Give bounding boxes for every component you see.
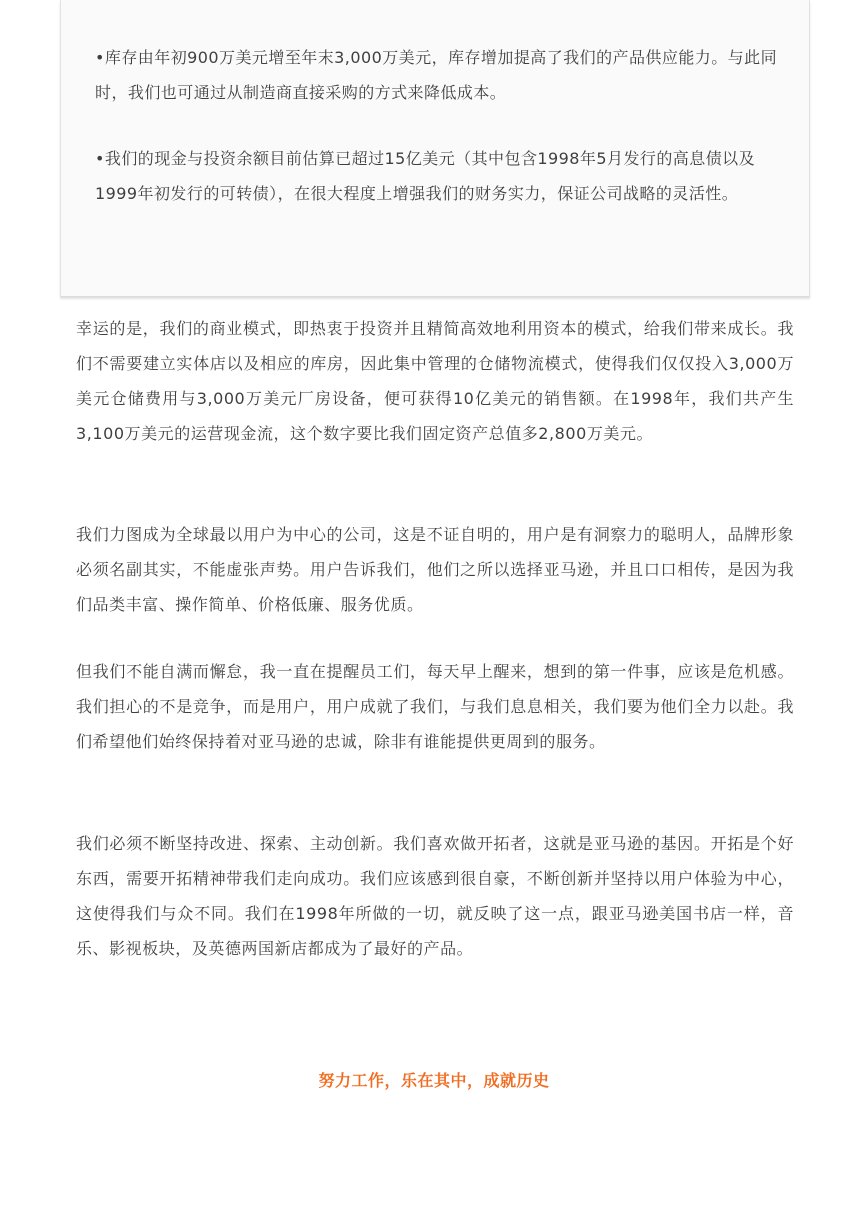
closing-heading: 努力工作，乐在其中，成就历史 — [318, 1071, 550, 1090]
quote-box — [60, 0, 810, 297]
paragraph-sense-of-crisis: 但我们不能自满而懈怠，我一直在提醒员工们，每天早上醒来，想到的第一件事，应该是危机感。我们担心的不是竞争，而是用户，用户成就了我们，与我们息息相关，我们要为他们全力以赴。我们希望他们始终保持着对亚马逊的忠诚，除非有谁能提供更周到的服务。 — [76, 662, 794, 751]
paragraph-customer-centric: 我们力图成为全球最以用户为中心的公司，这是不证自明的，用户是有洞察力的聪明人，品牌形象必须名副其实，不能虚张声势。用户告诉我们，他们之所以选择亚马逊，并且口口相传，是因为我们品类丰富、操作简单、价格低廉、服务优质。 — [76, 525, 794, 614]
quote-bullet-cash: •我们的现金与投资余额目前估算已超过15亿美元（其中包含1998年5月发行的高息债以及1999年初发行的可转债），在很大程度上增强我们的财务实力，保证公司战略的灵活性。 — [95, 149, 756, 203]
paragraph-innovation: 我们必须不断坚持改进、探索、主动创新。我们喜欢做开拓者，这就是亚马逊的基因。开拓是个好东西，需要开拓精神带我们走向成功。我们应该感到很自豪，不断创新并坚持以用户体验为中心，这使得我们与众不同。我们在1998年所做的一切，就反映了这一点，跟亚马逊美国书店一样，音乐、影视板块，及英德两国新店都成为了最好的产品。 — [76, 834, 794, 958]
quote-bullet-inventory: •库存由年初900万美元增至年末3,000万美元，库存增加提高了我们的产品供应能力。与此同时，我们也可通过从制造商直接采购的方式来降低成本。 — [95, 48, 778, 102]
paragraph-business-model: 幸运的是，我们的商业模式，即热衷于投资并且精简高效地利用资本的模式，给我们带来成长。我们不需要建立实体店以及相应的库房，因此集中管理的仓储物流模式，使得我们仅仅投入3,000万美元仓储费用与3,000万美元厂房设备，便可获得10亿美元的销售额。在1998年，我们共产生3,100万美元的运营现金流，这个数字要比我们固定资产总值多2,800万美元。 — [76, 319, 794, 443]
